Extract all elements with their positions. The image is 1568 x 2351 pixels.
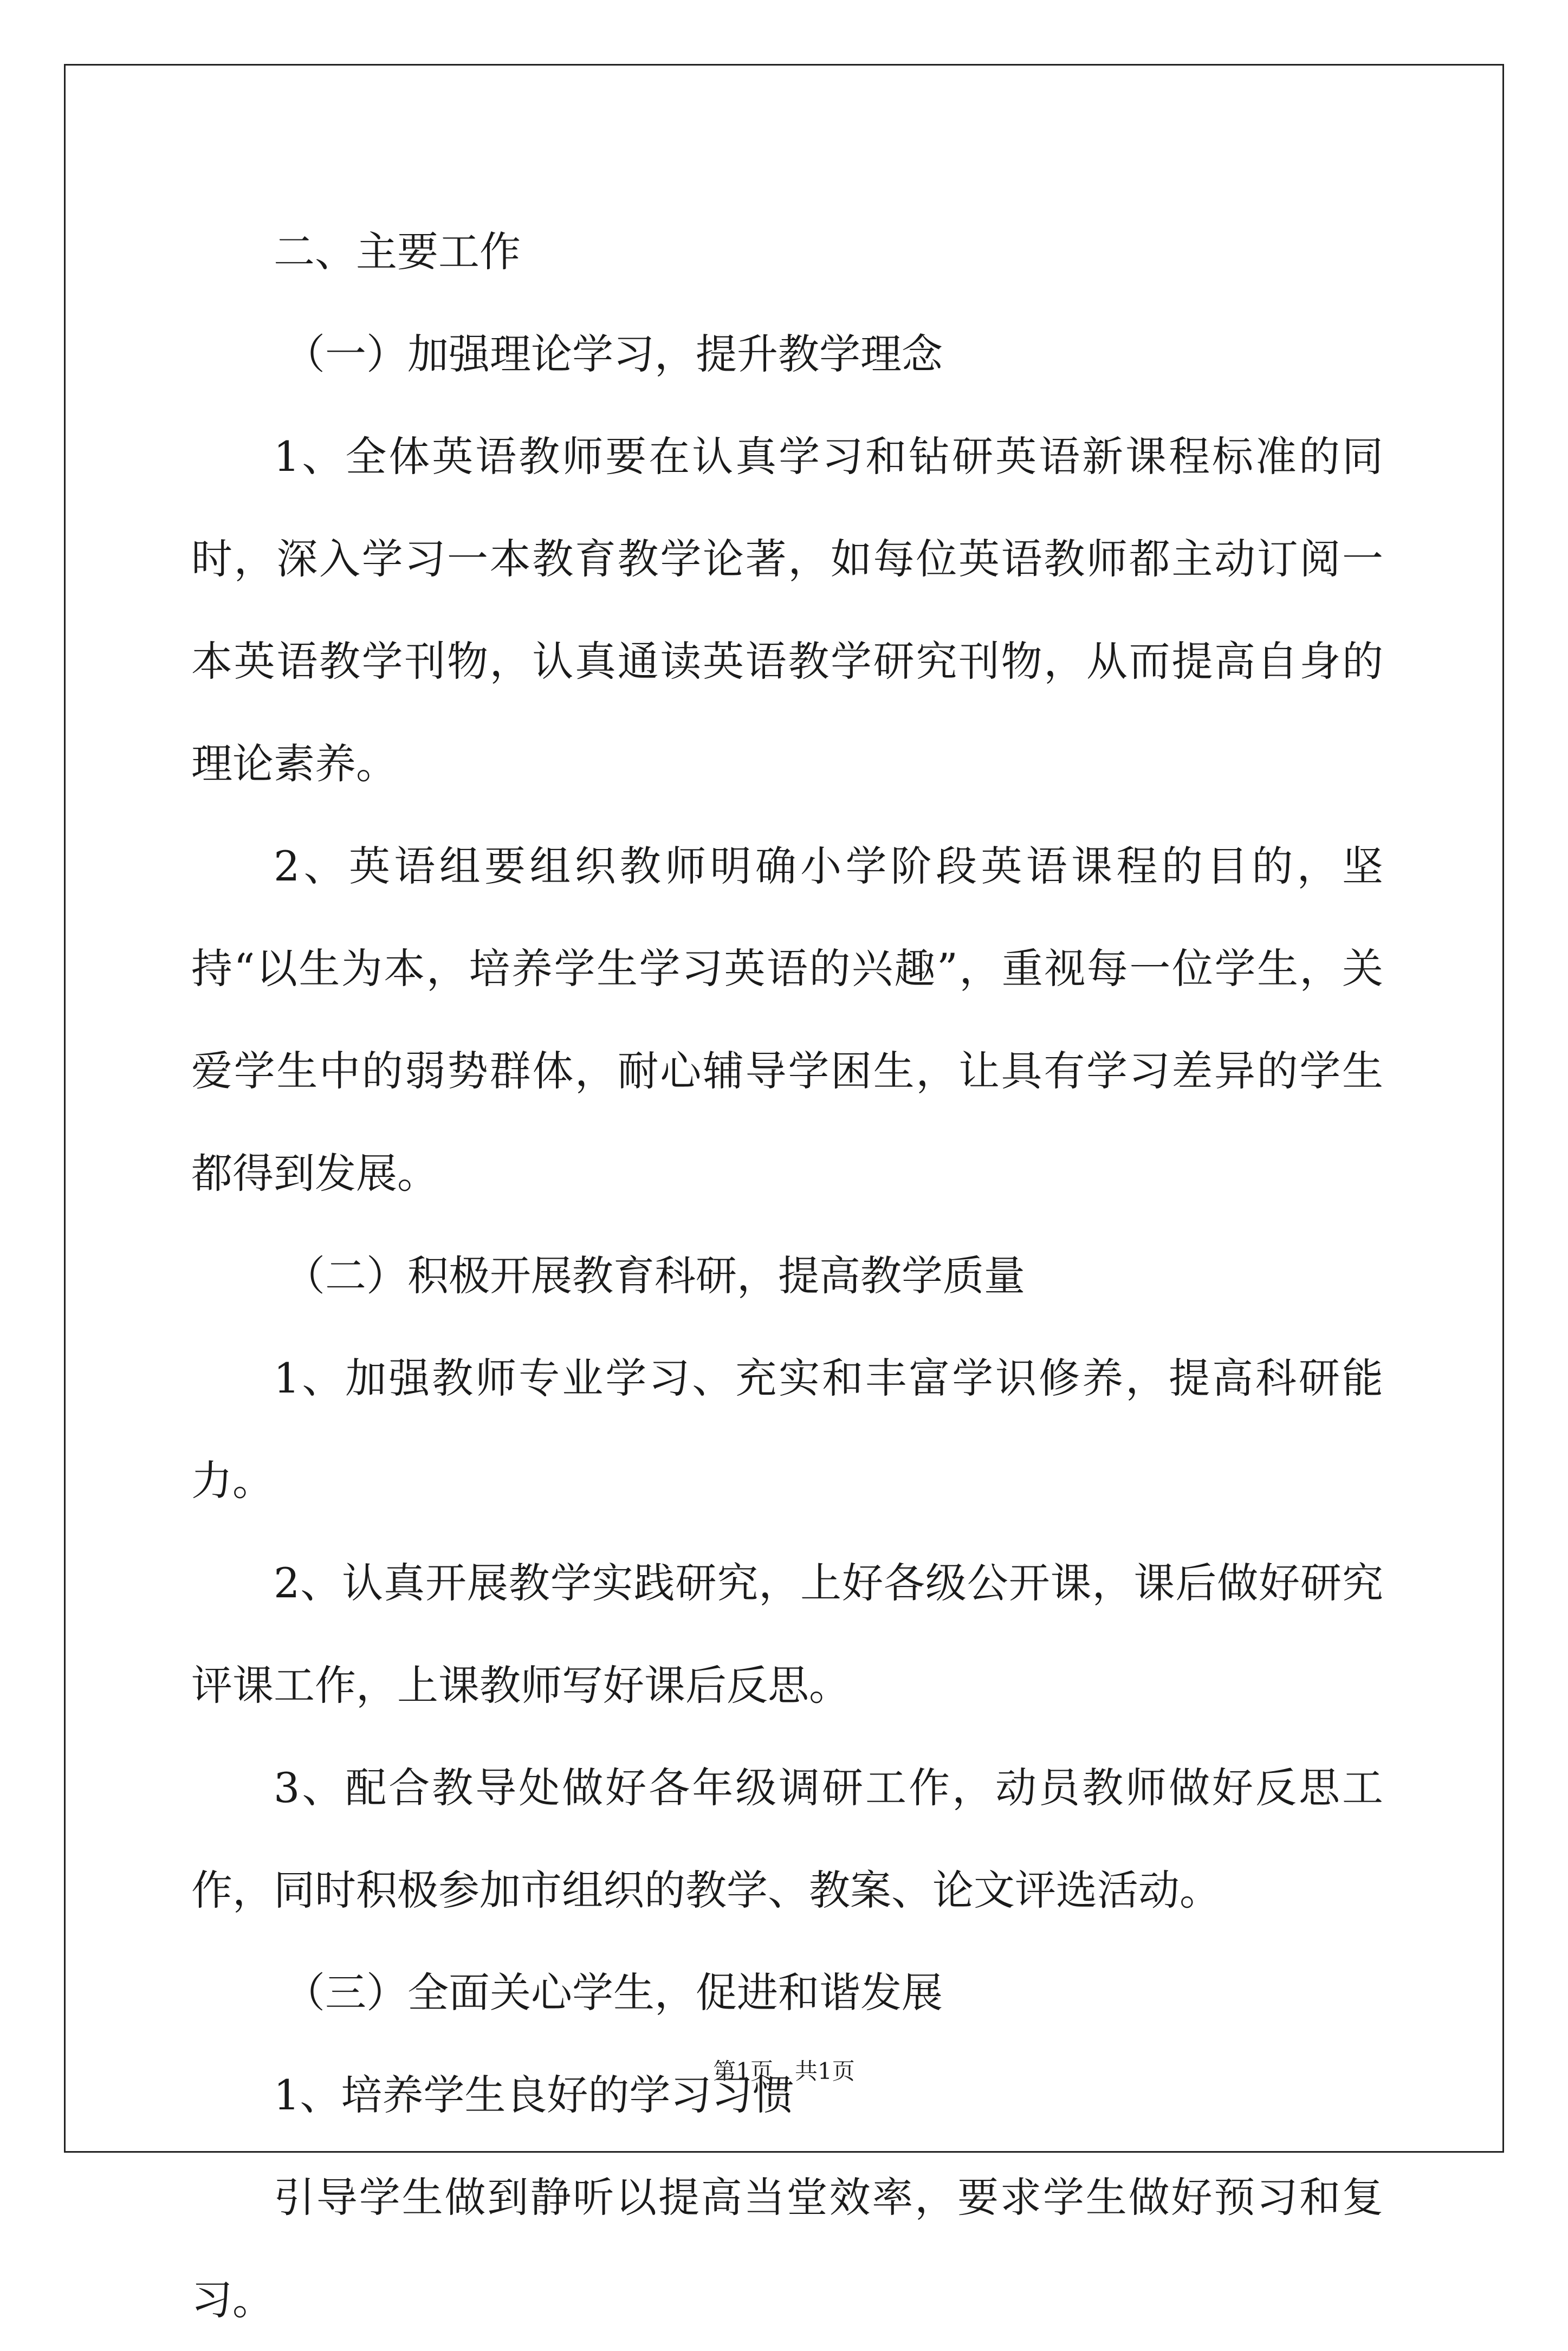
subsection-heading: （一）加强理论学习，提升教学理念	[284, 330, 943, 378]
paragraph: 1、培养学生良好的学习习惯	[274, 2071, 794, 2119]
paragraph: 2、认真开展教学实践研究，上好各级公开课，课后做好研究评课工作，上课教师写好课后反思。	[191, 1559, 1383, 1709]
paragraph: 3、配合教导处做好各年级调研工作，动员教师做好反思工作，同时积极参加市组织的教学、教案、论文评选活动。	[191, 1764, 1383, 1914]
paragraph: 2、英语组要组织教师明确小学阶段英语课程的目的，坚持“以生为本，培养学生学习英语的兴趣”，重视每一位学生，关爱学生中的弱势群体，耐心辅导学困生，让具有学习差异的学生都得到发展。	[191, 842, 1383, 1197]
document-body	[191, 200, 1383, 2351]
paragraph: 引导学生做到静听以提高当堂效率，要求学生做好预习和复习。	[191, 2173, 1383, 2324]
paragraph: 1、全体英语教师要在认真学习和钻研英语新课程标准的同时，深入学习一本教育教学论著，如每位英语教师都主动订阅一本英语教学刊物，认真通读英语教学研究刊物，从而提高自身的理论素养。	[191, 432, 1383, 788]
paragraph: 1、加强教师专业学习、充实和丰富学识修养，提高科研能力。	[191, 1354, 1383, 1505]
section-heading: 二、主要工作	[274, 228, 521, 276]
page-footer: 第1页 共1页	[713, 2058, 855, 2084]
subsection-heading: （三）全面关心学生，促进和谐发展	[284, 1968, 943, 2017]
subsection-heading: （二）积极开展教育科研，提高教学质量	[284, 1252, 1025, 1300]
